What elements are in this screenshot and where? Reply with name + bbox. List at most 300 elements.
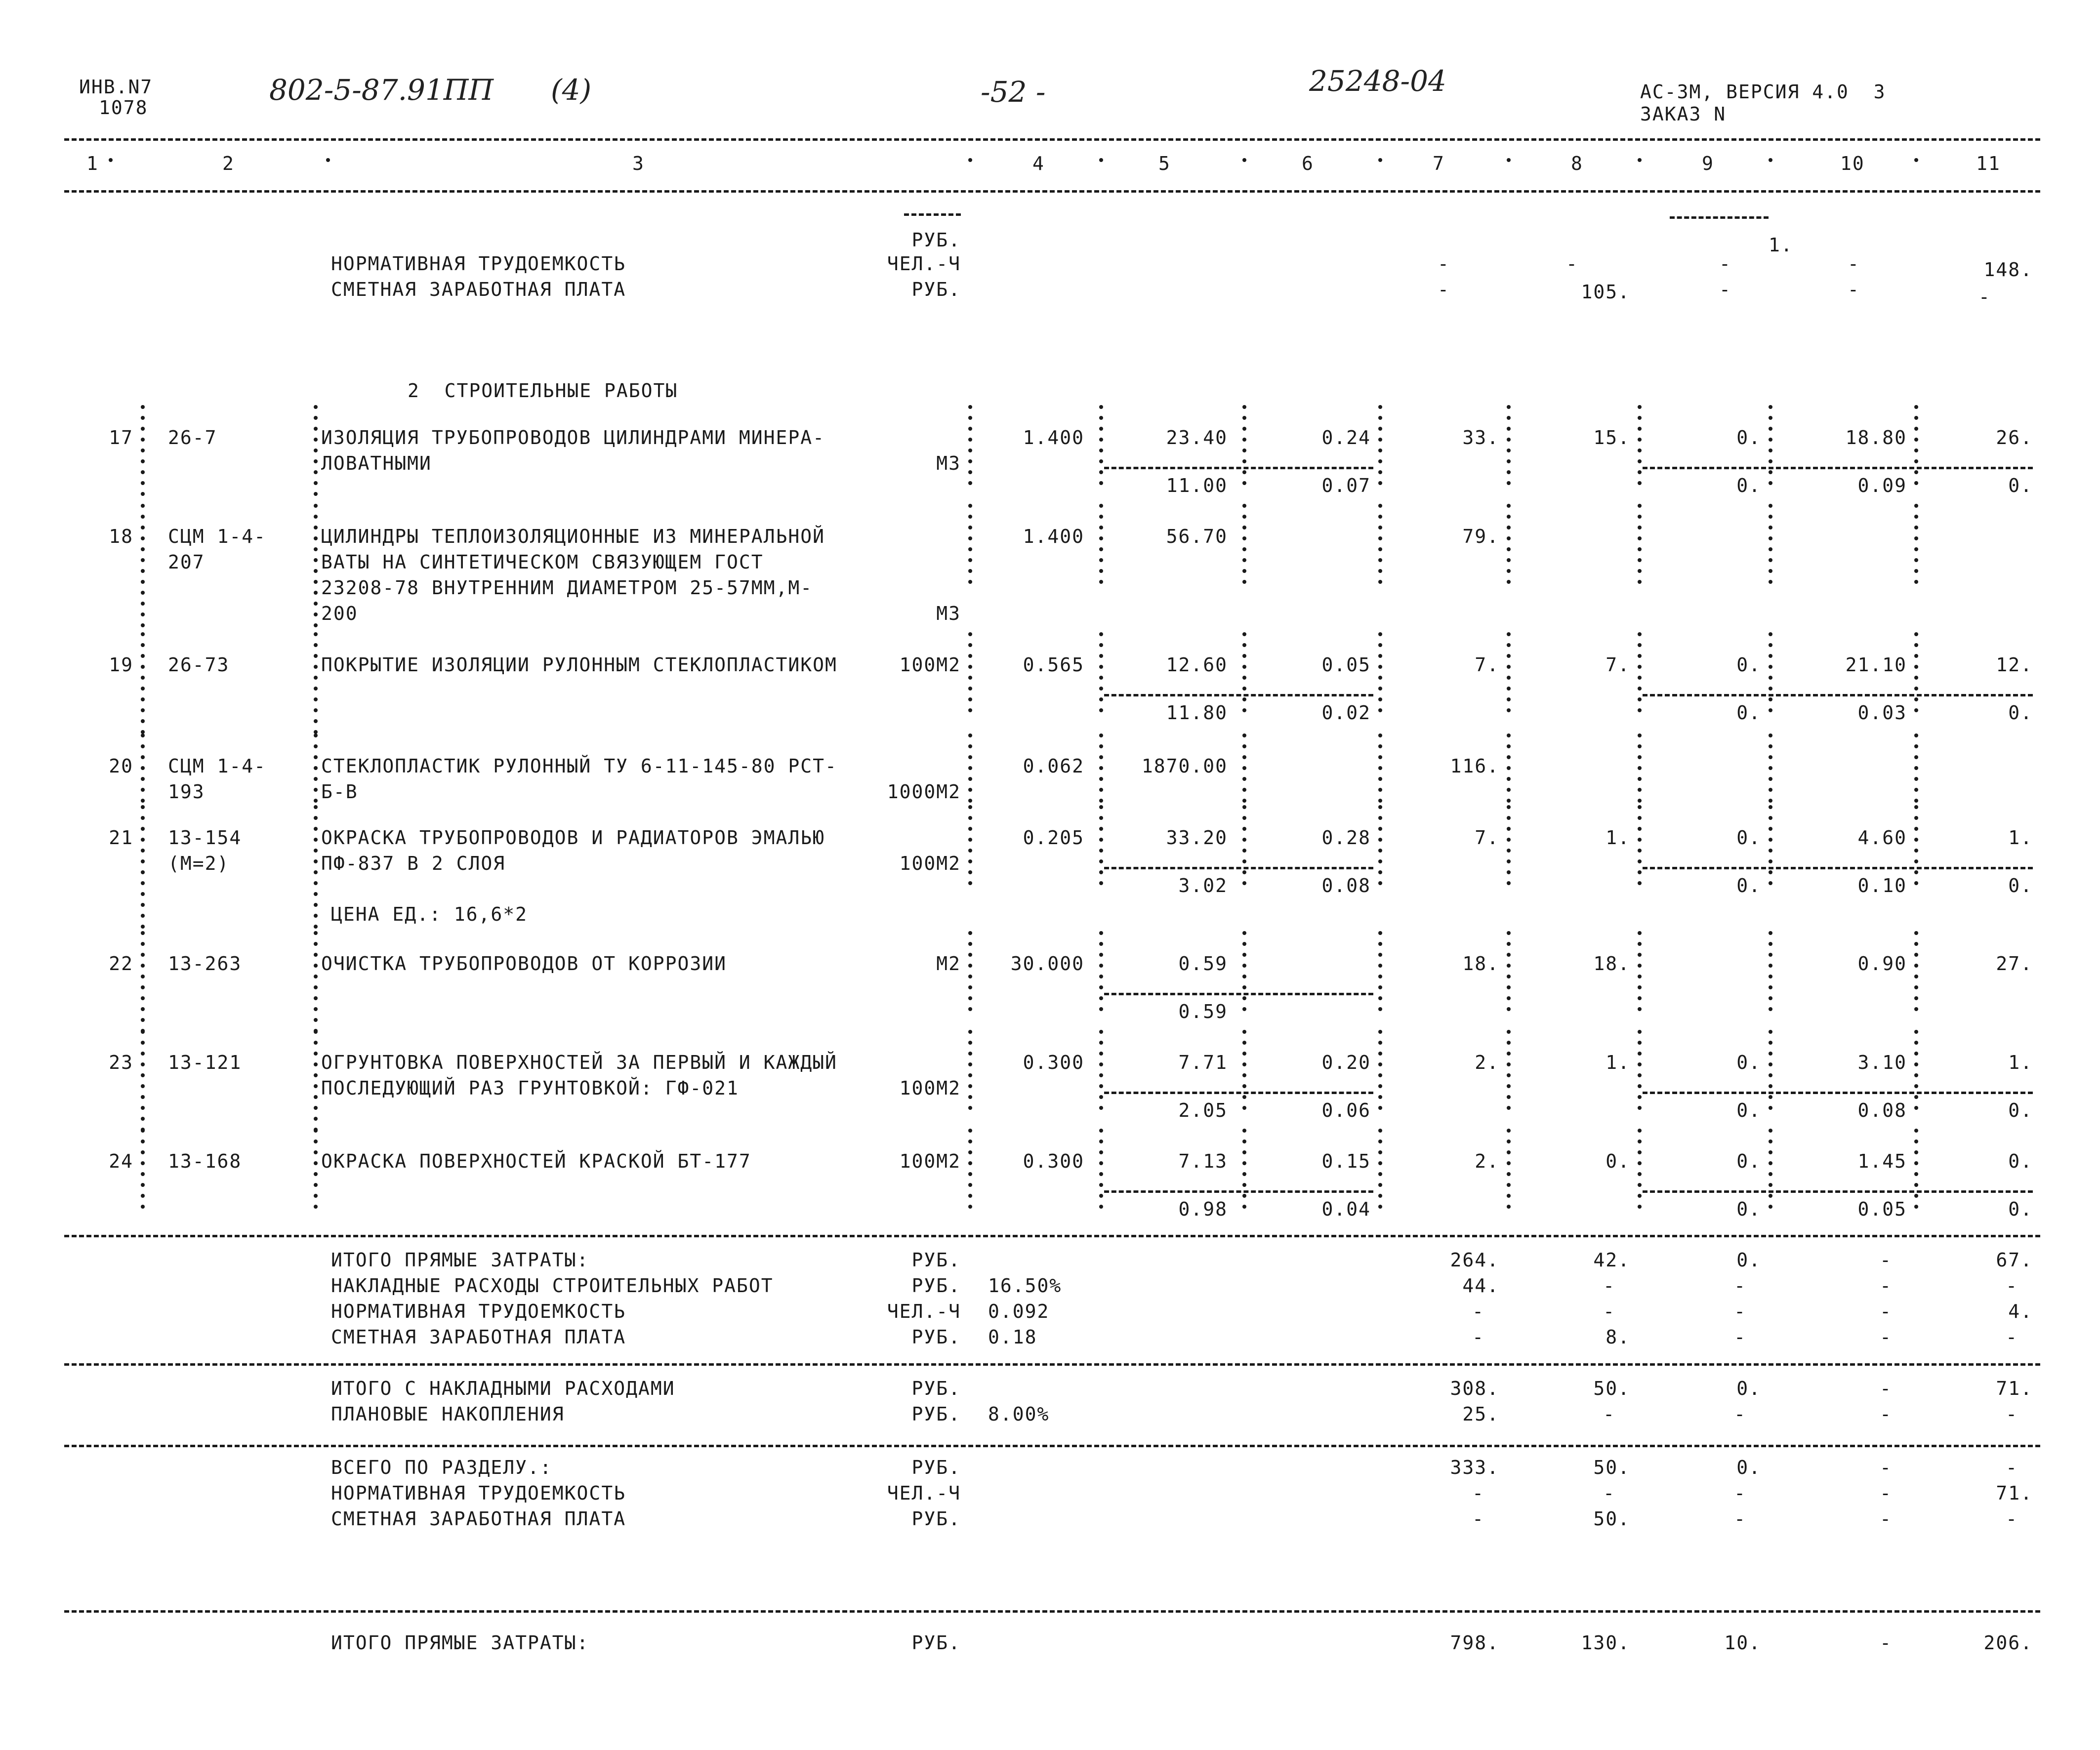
- totals-rule: [64, 1235, 2040, 1237]
- item-quantity: 0.062: [1023, 755, 1084, 777]
- item-sub-s5: 11.00: [1166, 475, 1228, 496]
- item-description: 200: [321, 603, 358, 624]
- dash: -: [1719, 279, 1731, 300]
- item-c7: 116.: [1450, 755, 1499, 777]
- column-separator: [1242, 1129, 1246, 1218]
- column-separator: [1914, 632, 1918, 721]
- total-c8: 50.: [1593, 1378, 1630, 1399]
- item-sub-s5: 0.98: [1178, 1198, 1228, 1220]
- total-unit: РУБ.: [911, 1632, 961, 1654]
- item-c10: 0.90: [1857, 953, 1907, 975]
- dash: -: [1880, 1508, 1892, 1530]
- dash: -: [1734, 1482, 1746, 1504]
- column-separator: [968, 931, 972, 1020]
- dash: -: [1603, 1403, 1615, 1425]
- item-description: Б-В: [321, 781, 358, 803]
- column-separator: [1507, 158, 1511, 173]
- item-c11: 0.: [2008, 1150, 2033, 1172]
- dash: -: [1472, 1326, 1484, 1348]
- item-unit: 1000М2: [887, 781, 961, 803]
- item-code: 26-73: [168, 654, 230, 676]
- sub-rule: [1104, 694, 1373, 696]
- column-separator: [1638, 158, 1642, 173]
- total-c9: 0.: [1736, 1378, 1761, 1399]
- item-sub-s9: 0.: [1736, 702, 1761, 724]
- column-separator: [1914, 931, 1918, 1020]
- sub-rule: [1104, 467, 1373, 469]
- total-label: НОРМАТИВНАЯ ТРУДОЕМКОСТЬ: [331, 1482, 626, 1504]
- column-separator: [141, 1129, 145, 1225]
- item-code: 207: [168, 551, 205, 573]
- total-c11: 4.: [2008, 1301, 2033, 1322]
- total-rate: 0.092: [988, 1301, 1050, 1322]
- item-sub-s9: 0.: [1736, 1099, 1761, 1121]
- item-sub-s6: 0.04: [1321, 1198, 1371, 1220]
- wage-col8: 105.: [1581, 281, 1630, 303]
- dash: -: [1848, 279, 1860, 300]
- sub-rule: [1643, 1190, 2033, 1193]
- total-c8: 50.: [1593, 1457, 1630, 1478]
- item-c5: 7.13: [1178, 1150, 1228, 1172]
- header-bottom-rule: [64, 190, 2040, 193]
- column-separator: [1769, 805, 1772, 894]
- column-separator: [1638, 1030, 1642, 1119]
- column-separator: [1638, 1129, 1642, 1218]
- item-c11: 27.: [1996, 953, 2033, 975]
- item-sub-s6: 0.07: [1321, 475, 1371, 496]
- item-c6: 0.05: [1321, 654, 1371, 676]
- sub-rule: [1104, 1092, 1373, 1094]
- column-header-3: 3: [632, 153, 645, 174]
- column-separator: [1507, 1129, 1511, 1218]
- column-header-11: 11: [1976, 153, 2001, 174]
- item-c7: 18.: [1462, 953, 1499, 975]
- item-c6: 0.24: [1321, 427, 1371, 448]
- total-rate: 8.00%: [988, 1403, 1050, 1425]
- section-title: 2 СТРОИТЕЛЬНЫЕ РАБОТЫ: [408, 380, 678, 402]
- column-separator: [1507, 405, 1511, 494]
- total-label: НОРМАТИВНАЯ ТРУДОЕМКОСТЬ: [331, 1301, 626, 1322]
- item-sub-s9: 0.: [1736, 475, 1761, 496]
- item-description: ПОСЛЕДУЮЩИЙ РАЗ ГРУНТОВКОЙ: ГФ-021: [321, 1077, 739, 1099]
- total-rate: 16.50%: [988, 1275, 1062, 1297]
- totals-rule: [64, 1445, 2040, 1447]
- column-separator: [1242, 805, 1246, 894]
- column-separator: [1378, 1129, 1382, 1218]
- total-label: ВСЕГО ПО РАЗДЕЛУ.:: [331, 1457, 552, 1478]
- item-c7: 33.: [1462, 427, 1499, 448]
- item-sub-s10: 0.10: [1857, 875, 1907, 896]
- dash: -: [1603, 1301, 1615, 1322]
- column-separator: [314, 1030, 318, 1139]
- item-c5: 33.20: [1166, 827, 1228, 849]
- item-c10: 1.45: [1857, 1150, 1907, 1172]
- dash: -: [1734, 1301, 1746, 1322]
- inventory-number: 1078: [99, 97, 148, 119]
- item-c9: 0.: [1736, 654, 1761, 676]
- inventory-label: ИНВ.N7: [79, 76, 153, 98]
- item-number: 19: [109, 654, 133, 676]
- column-separator: [968, 805, 972, 894]
- item-c6: 0.28: [1321, 827, 1371, 849]
- item-c5: 12.60: [1166, 654, 1228, 676]
- total-unit: РУБ.: [911, 1326, 961, 1348]
- dash: -: [2006, 1403, 2018, 1425]
- dash: -: [1734, 1508, 1746, 1530]
- column-separator: [1769, 632, 1772, 721]
- item-description: ОКРАСКА ТРУБОПРОВОДОВ И РАДИАТОРОВ ЭМАЛЬЮ: [321, 827, 825, 849]
- column-separator: [141, 931, 145, 1040]
- column-separator: [1638, 504, 1642, 593]
- column-separator: [1242, 632, 1246, 721]
- dash: -: [1880, 1378, 1892, 1399]
- item-description: ПОКРЫТИЕ ИЗОЛЯЦИИ РУЛОННЫМ СТЕКЛОПЛАСТИКОМ: [321, 654, 837, 676]
- item-description: СТЕКЛОПЛАСТИК РУЛОННЫЙ ТУ 6-11-145-80 РСТ-: [321, 755, 837, 777]
- column-separator: [1378, 504, 1382, 593]
- item-c7: 7.: [1475, 654, 1499, 676]
- column-separator: [1914, 504, 1918, 593]
- labor-unit: ЧЕЛ.-Ч: [887, 253, 961, 275]
- dash: -: [1603, 1482, 1615, 1504]
- column-separator: [141, 1030, 145, 1139]
- dash: -: [1472, 1508, 1484, 1530]
- column-separator: [109, 158, 113, 173]
- column-separator: [1507, 1030, 1511, 1119]
- dash: -: [1880, 1326, 1892, 1348]
- column-separator: [1507, 805, 1511, 894]
- column-separator: [141, 805, 145, 938]
- item-c6: 0.15: [1321, 1150, 1371, 1172]
- column-separator: [1914, 158, 1918, 173]
- column-separator: [1914, 1129, 1918, 1218]
- column-separator: [1638, 931, 1642, 1020]
- item-description: ЦИЛИНДРЫ ТЕПЛОИЗОЛЯЦИОННЫЕ ИЗ МИНЕРАЛЬНОЙ: [321, 526, 825, 547]
- dash: -: [1438, 279, 1450, 300]
- column-separator: [1242, 405, 1246, 494]
- item-c5: 7.71: [1178, 1052, 1228, 1073]
- item-c6: 0.20: [1321, 1052, 1371, 1073]
- item-unit: 100М2: [899, 654, 961, 676]
- total-c9: 0.: [1736, 1249, 1761, 1271]
- column-separator: [968, 1129, 972, 1218]
- column-separator: [1769, 1030, 1772, 1119]
- total-c11: 206.: [1983, 1632, 2033, 1654]
- sub-rule: [1104, 1190, 1373, 1193]
- item-sub-s5: 3.02: [1178, 875, 1228, 896]
- column-separator: [1099, 1129, 1103, 1218]
- column-header-10: 10: [1840, 153, 1865, 174]
- item-description: ОГРУНТОВКА ПОВЕРХНОСТЕЙ ЗА ПЕРВЫЙ И КАЖДЫЙ: [321, 1052, 837, 1073]
- item-description: ЛОВАТНЫМИ: [321, 452, 432, 474]
- item-unit: 100М2: [899, 853, 961, 874]
- item-sub-s11: 0.: [2008, 1099, 2033, 1121]
- item-code: СЦМ 1-4-: [168, 526, 267, 547]
- item-c10: 21.10: [1845, 654, 1907, 676]
- dash: -: [1880, 1403, 1892, 1425]
- column-separator: [1638, 733, 1642, 810]
- item-code: 193: [168, 781, 205, 803]
- sub-rule: [1643, 694, 2033, 696]
- column-separator: [1378, 158, 1382, 173]
- item-sub-s9: 0.: [1736, 875, 1761, 896]
- order-number: 25248-04: [1309, 64, 1446, 98]
- item-number: 20: [109, 755, 133, 777]
- column-separator: [968, 1030, 972, 1119]
- labor-col11: 148.: [1983, 259, 2033, 281]
- item-sub-s6: 0.02: [1321, 702, 1371, 724]
- column-separator: [1099, 805, 1103, 894]
- total-label: НАКЛАДНЫЕ РАСХОДЫ СТРОИТЕЛЬНЫХ РАБОТ: [331, 1275, 774, 1297]
- item-number: 23: [109, 1052, 133, 1073]
- item-quantity: 0.205: [1023, 827, 1084, 849]
- dash: -: [2006, 1326, 2018, 1348]
- column-separator: [314, 931, 318, 1040]
- total-label: ИТОГО С НАКЛАДНЫМИ РАСХОДАМИ: [331, 1378, 675, 1399]
- sub-rule: [1643, 467, 2033, 469]
- item-c8: 1.: [1606, 1052, 1630, 1073]
- item-quantity: 0.300: [1023, 1052, 1084, 1073]
- column-header-4: 4: [1032, 153, 1045, 174]
- dash: -: [1978, 286, 1991, 308]
- item-sub-s9: 0.: [1736, 1198, 1761, 1220]
- column-separator: [968, 504, 972, 593]
- column-separator: [1507, 504, 1511, 593]
- dash: -: [1472, 1482, 1484, 1504]
- total-label: СМЕТНАЯ ЗАРАБОТНАЯ ПЛАТА: [331, 1508, 626, 1530]
- column-separator: [1769, 504, 1772, 593]
- item-description: ОКРАСКА ПОВЕРХНОСТЕЙ КРАСКОЙ БТ-177: [321, 1150, 751, 1172]
- item-sub-s10: 0.05: [1857, 1198, 1907, 1220]
- item-sub-s10: 0.09: [1857, 475, 1907, 496]
- item-unit: М2: [936, 953, 961, 975]
- total-c7: 264.: [1450, 1249, 1499, 1271]
- column-separator: [1769, 1129, 1772, 1218]
- project-code: 802-5-87.91ПП: [269, 73, 494, 107]
- column-separator: [314, 1129, 318, 1225]
- item-code: 13-263: [168, 953, 242, 975]
- dash: -: [1603, 1275, 1615, 1297]
- labor-label: НОРМАТИВНАЯ ТРУДОЕМКОСТЬ: [331, 253, 626, 275]
- column-separator: [1099, 632, 1103, 721]
- column-separator: [141, 632, 145, 743]
- column-separator: [1914, 1030, 1918, 1119]
- column-separator: [1507, 632, 1511, 721]
- column-separator: [1099, 733, 1103, 810]
- total-c8: 130.: [1581, 1632, 1630, 1654]
- total-c7: 25.: [1462, 1403, 1499, 1425]
- item-code: 13-154: [168, 827, 242, 849]
- dash: -: [1566, 253, 1578, 275]
- dash: -: [1848, 253, 1860, 275]
- column-separator: [1638, 632, 1642, 721]
- column-separator: [1242, 733, 1246, 810]
- column-separator: [1099, 504, 1103, 593]
- total-unit: РУБ.: [911, 1457, 961, 1478]
- item-unit: 100М2: [899, 1077, 961, 1099]
- item-sub-s6: 0.06: [1321, 1099, 1371, 1121]
- item-quantity: 30.000: [1010, 953, 1084, 975]
- column-separator: [1099, 405, 1103, 494]
- column-separator: [141, 504, 145, 642]
- item-c8: 1.: [1606, 827, 1630, 849]
- item-sub-s11: 0.: [2008, 702, 2033, 724]
- total-c7: 333.: [1450, 1457, 1499, 1478]
- column-separator: [1378, 632, 1382, 721]
- grand-total-rule: [64, 1610, 2040, 1613]
- item-c11: 26.: [1996, 427, 2033, 448]
- dash: -: [1438, 253, 1450, 275]
- column-separator: [1378, 805, 1382, 894]
- item-unit: М3: [936, 452, 961, 474]
- program-version: АС-3М, ВЕРСИЯ 4.0 3: [1640, 81, 1886, 103]
- total-c7: 798.: [1450, 1632, 1499, 1654]
- item-c11: 1.: [2008, 827, 2033, 849]
- column-separator: [1099, 1030, 1103, 1119]
- dash: -: [2006, 1457, 2018, 1478]
- item-c10: 3.10: [1857, 1052, 1907, 1073]
- column-separator: [314, 504, 318, 642]
- header-top-rule: [64, 138, 2040, 141]
- column-separator: [968, 733, 972, 810]
- total-c8: 42.: [1593, 1249, 1630, 1271]
- item-code: (М=2): [168, 853, 230, 874]
- column-separator: [1099, 158, 1103, 173]
- item-c5: 23.40: [1166, 427, 1228, 448]
- item-description: ВАТЫ НА СИНТЕТИЧЕСКОМ СВЯЗУЮЩЕМ ГОСТ: [321, 551, 764, 573]
- column-separator: [1378, 1030, 1382, 1119]
- total-label: ИТОГО ПРЯМЫЕ ЗАТРАТЫ:: [331, 1632, 589, 1654]
- column-separator: [314, 632, 318, 743]
- total-unit: РУБ.: [911, 1403, 961, 1425]
- total-c8: 50.: [1593, 1508, 1630, 1530]
- column-separator: [968, 632, 972, 721]
- item-sub-s11: 0.: [2008, 475, 2033, 496]
- dash: -: [2006, 1508, 2018, 1530]
- column-separator: [1914, 805, 1918, 894]
- column-separator: [314, 805, 318, 938]
- total-unit: ЧЕЛ.-Ч: [887, 1482, 961, 1504]
- item-c5: 56.70: [1166, 526, 1228, 547]
- wage-label: СМЕТНАЯ ЗАРАБОТНАЯ ПЛАТА: [331, 279, 626, 300]
- total-label: ИТОГО ПРЯМЫЕ ЗАТРАТЫ:: [331, 1249, 589, 1271]
- dash: -: [1472, 1301, 1484, 1322]
- volume-number: (4): [551, 73, 592, 107]
- item-unit: 100М2: [899, 1150, 961, 1172]
- column-separator: [1378, 405, 1382, 494]
- dash: -: [1734, 1275, 1746, 1297]
- column-header-1: 1: [86, 153, 99, 174]
- dash: -: [1734, 1326, 1746, 1348]
- item-sub-s6: 0.08: [1321, 875, 1371, 896]
- item-quantity: 0.300: [1023, 1150, 1084, 1172]
- item-description: ИЗОЛЯЦИЯ ТРУБОПРОВОДОВ ЦИЛИНДРАМИ МИНЕРА-: [321, 427, 825, 448]
- column-separator: [1914, 405, 1918, 494]
- total-rate: 0.18: [988, 1326, 1037, 1348]
- item-description: ПФ-837 В 2 СЛОЯ: [321, 853, 506, 874]
- column-header-9: 9: [1702, 153, 1714, 174]
- column-separator: [968, 405, 972, 494]
- item-c11: 1.: [2008, 1052, 2033, 1073]
- column-separator: [314, 733, 318, 815]
- column-separator: [1769, 931, 1772, 1020]
- dash: -: [1880, 1249, 1892, 1271]
- totals-rule: [64, 1363, 2040, 1366]
- column-separator: [1242, 504, 1246, 593]
- total-c11: 71.: [1996, 1482, 2033, 1504]
- summary-col9: 1.: [1769, 234, 1793, 256]
- item-code: 13-121: [168, 1052, 242, 1073]
- total-c11: 71.: [1996, 1378, 2033, 1399]
- item-c9: 0.: [1736, 1052, 1761, 1073]
- item-c5: 0.59: [1178, 953, 1228, 975]
- item-c8: 18.: [1593, 953, 1630, 975]
- column-separator: [141, 733, 145, 815]
- item-c5: 1870.00: [1141, 755, 1228, 777]
- page-number: -52 -: [981, 75, 1046, 109]
- total-unit: РУБ.: [911, 1378, 961, 1399]
- column-separator: [141, 405, 145, 509]
- item-c7: 2.: [1475, 1150, 1499, 1172]
- item-c10: 4.60: [1857, 827, 1907, 849]
- sub-rule: [1104, 867, 1373, 869]
- item-c10: 18.80: [1845, 427, 1907, 448]
- dash: -: [1880, 1275, 1892, 1297]
- order-label: ЗАКАЗ N: [1640, 103, 1727, 125]
- item-c9: 0.: [1736, 1150, 1761, 1172]
- item-unit: М3: [936, 603, 961, 624]
- total-label: ПЛАНОВЫЕ НАКОПЛЕНИЯ: [331, 1403, 565, 1425]
- rub-unit: РУБ.: [911, 229, 961, 251]
- item-c8: 0.: [1606, 1150, 1630, 1172]
- column-separator: [1638, 405, 1642, 494]
- item-c7: 7.: [1475, 827, 1499, 849]
- column-separator: [1507, 931, 1511, 1020]
- column-separator: [326, 158, 330, 173]
- item-c7: 79.: [1462, 526, 1499, 547]
- column-header-6: 6: [1302, 153, 1314, 174]
- column-header-5: 5: [1158, 153, 1171, 174]
- column-separator: [1242, 931, 1246, 1020]
- item-code: СЦМ 1-4-: [168, 755, 267, 777]
- total-c8: 8.: [1606, 1326, 1630, 1348]
- item-quantity: 0.565: [1023, 654, 1084, 676]
- item-c11: 12.: [1996, 654, 2033, 676]
- column-separator: [1769, 158, 1772, 173]
- total-c7: 44.: [1462, 1275, 1499, 1297]
- total-c7: 308.: [1450, 1378, 1499, 1399]
- total-c9: 10.: [1724, 1632, 1761, 1654]
- item-number: 17: [109, 427, 133, 448]
- sub-rule: [1643, 1092, 2033, 1094]
- item-number: 24: [109, 1150, 133, 1172]
- column-separator: [1769, 405, 1772, 494]
- item-c7: 2.: [1475, 1052, 1499, 1073]
- column-separator: [1242, 1030, 1246, 1119]
- total-unit: РУБ.: [911, 1275, 961, 1297]
- item-sub-s11: 0.: [2008, 875, 2033, 896]
- column-header-7: 7: [1433, 153, 1445, 174]
- item-quantity: 1.400: [1023, 526, 1084, 547]
- item-number: 18: [109, 526, 133, 547]
- dash: -: [1719, 253, 1731, 275]
- column-separator: [968, 158, 972, 173]
- small-rule: [1670, 216, 1769, 219]
- item-sub-s10: 0.03: [1857, 702, 1907, 724]
- item-c8: 15.: [1593, 427, 1630, 448]
- item-sub-s11: 0.: [2008, 1198, 2033, 1220]
- item-quantity: 1.400: [1023, 427, 1084, 448]
- total-unit: ЧЕЛ.-Ч: [887, 1301, 961, 1322]
